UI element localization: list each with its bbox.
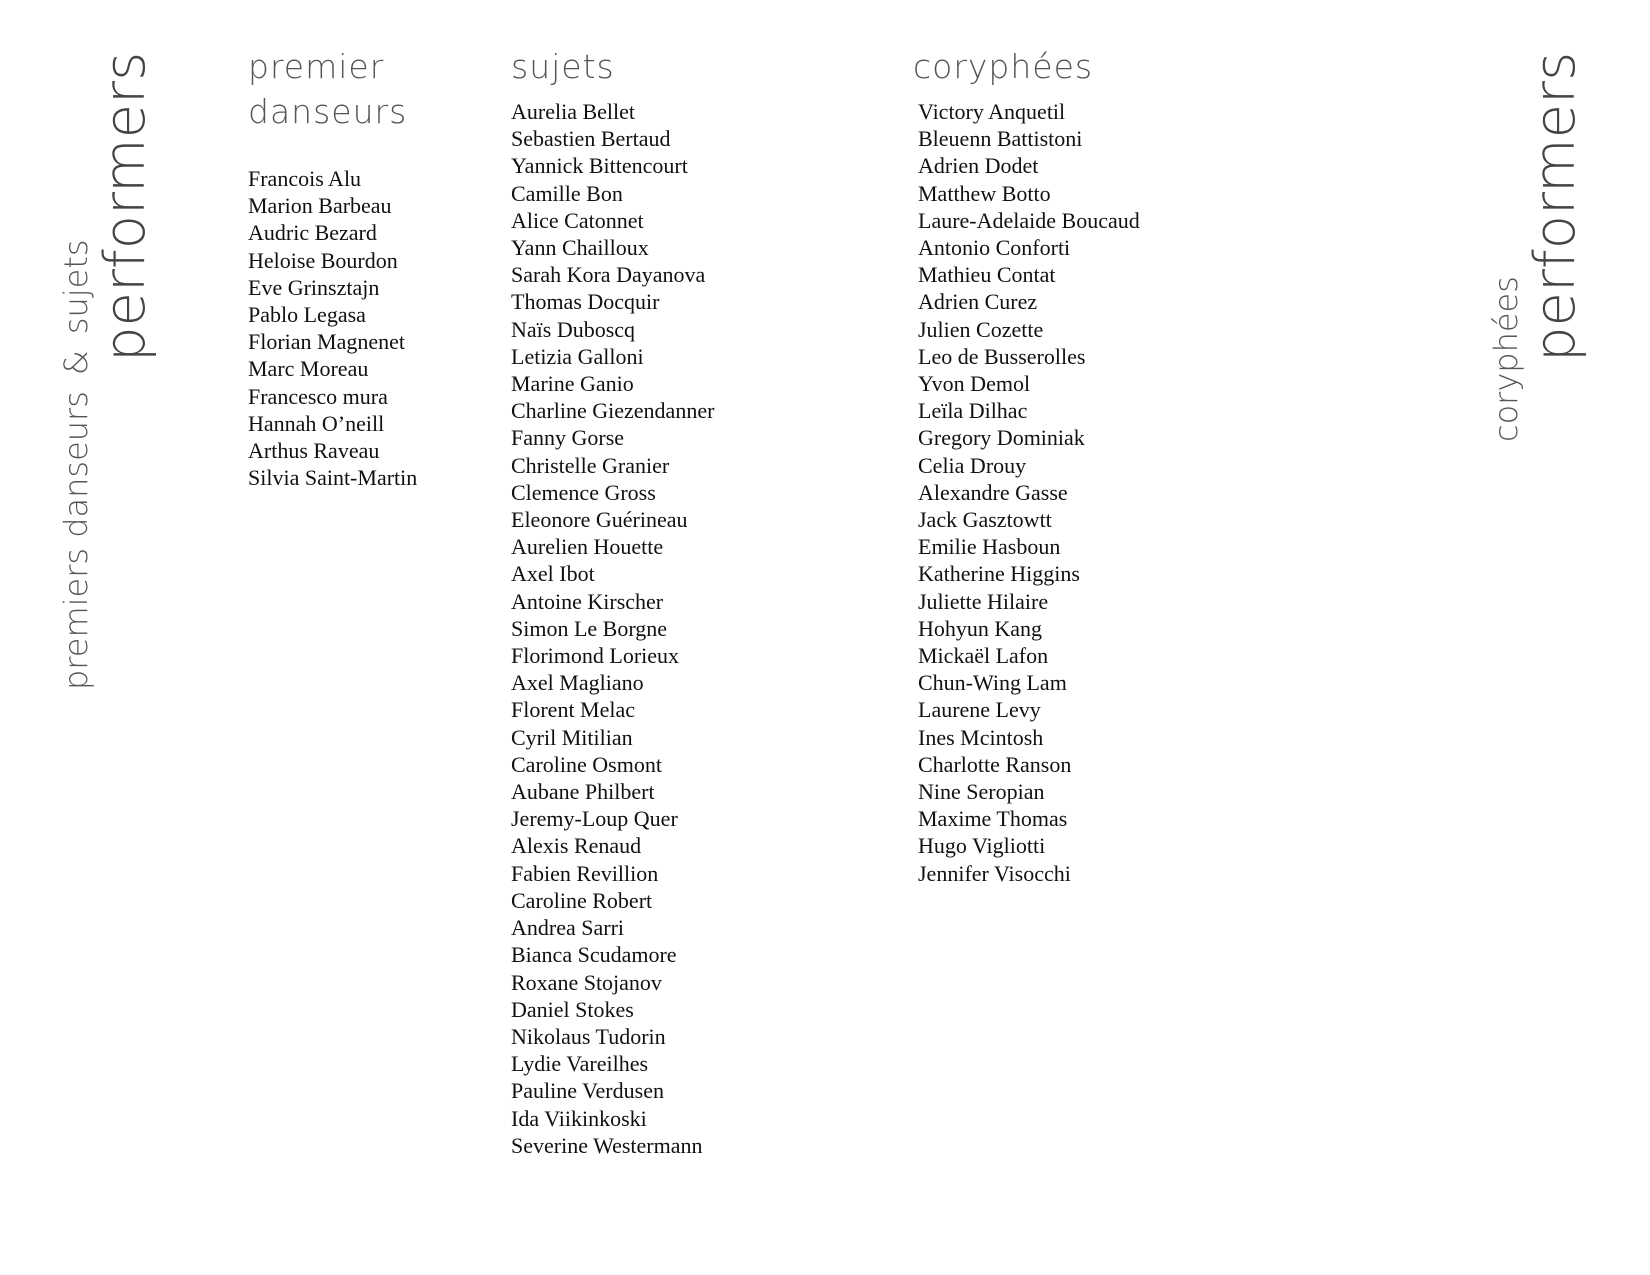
performer-name: Roxane Stojanov xyxy=(511,969,662,995)
performer-name: Jack Gasztowtt xyxy=(918,507,1052,533)
left-subtitle-premiers: premiers danseurs xyxy=(57,391,95,690)
column-heading: sujets xyxy=(511,47,615,86)
performer-name: Cyril Mitilian xyxy=(511,724,633,750)
performer-name: Alexis Renaud xyxy=(511,833,642,859)
performer-name: Axel Ibot xyxy=(511,561,595,587)
performer-name: Jennifer Visocchi xyxy=(918,860,1071,886)
performer-name: Daniel Stokes xyxy=(511,996,634,1022)
performer-name: Bianca Scudamore xyxy=(511,942,677,968)
performer-name: Alexandre Gasse xyxy=(918,479,1068,505)
left-vertical-title: performers xyxy=(93,51,158,362)
performer-name: Severine Westermann xyxy=(511,1132,703,1158)
performer-name: Heloise Bourdon xyxy=(248,247,398,273)
performer-name: Mathieu Contat xyxy=(918,262,1056,288)
performer-name: Aurelien Houette xyxy=(511,534,664,560)
performer-name: Katherine Higgins xyxy=(918,561,1080,587)
performer-name: Axel Magliano xyxy=(511,670,644,696)
performer-name: Audric Bezard xyxy=(248,220,377,246)
performer-name: Francesco mura xyxy=(248,383,388,409)
performer-name: Laure-Adelaide Boucaud xyxy=(918,207,1140,233)
right-vertical-subtitle: coryphées xyxy=(1487,276,1525,442)
performer-name: Francois Alu xyxy=(248,166,362,191)
performer-name: Emilie Hasboun xyxy=(918,534,1061,560)
names-list xyxy=(918,98,1140,887)
right-vertical-title: performers xyxy=(1523,51,1588,362)
performer-name: Chun-Wing Lam xyxy=(918,670,1067,696)
performer-name: Florian Magnenet xyxy=(248,329,406,355)
performer-name: Maxime Thomas xyxy=(918,806,1068,832)
performer-name: Alice Catonnet xyxy=(511,207,644,233)
performer-name: Gregory Dominiak xyxy=(918,425,1085,451)
performer-name: Clemence Gross xyxy=(511,479,656,505)
performer-name: Bleuenn Battistoni xyxy=(918,126,1083,152)
performer-name: Laurene Levy xyxy=(918,697,1041,723)
performer-name: Yann Chailloux xyxy=(511,235,649,261)
performer-name: Naïs Duboscq xyxy=(511,316,636,342)
left-subtitle-ampersand: & xyxy=(57,350,95,376)
performer-name: Victory Anquetil xyxy=(918,99,1066,124)
left-vertical-subtitle xyxy=(57,239,95,690)
performer-name: Mickaël Lafon xyxy=(918,643,1049,669)
performer-name: Yannick Bittencourt xyxy=(511,153,688,179)
performer-name: Camille Bon xyxy=(511,180,623,206)
performer-name: Silvia Saint-Martin xyxy=(248,465,418,491)
performer-name: Pauline Verdusen xyxy=(511,1078,664,1104)
performer-name: Ines Mcintosh xyxy=(918,724,1044,750)
performer-name: Pablo Legasa xyxy=(248,302,366,328)
performer-name: Letizia Galloni xyxy=(511,343,644,369)
performer-name: Florent Melac xyxy=(511,697,636,723)
performer-name: Yvon Demol xyxy=(918,371,1031,397)
performer-name: Caroline Robert xyxy=(511,887,653,913)
performer-name: Andrea Sarri xyxy=(511,915,625,941)
performer-name: Thomas Docquir xyxy=(511,289,660,315)
performer-name: Florimond Lorieux xyxy=(511,643,680,669)
performer-name: Hannah O’neill xyxy=(248,410,385,436)
names-list xyxy=(511,98,714,1159)
performer-name: Aubane Philbert xyxy=(511,779,655,805)
performer-name: Ida Viikinkoski xyxy=(511,1105,647,1131)
performer-name: Christelle Granier xyxy=(511,452,670,478)
performer-name: Marine Ganio xyxy=(511,371,634,397)
performer-name: Leïla Dilhac xyxy=(918,398,1028,424)
names-list xyxy=(248,165,417,491)
performer-name: Marion Barbeau xyxy=(248,193,392,219)
performer-name: Fabien Revillion xyxy=(511,860,659,886)
performer-name: Antoine Kirscher xyxy=(511,588,664,614)
performer-name: Leo de Busserolles xyxy=(918,343,1086,369)
performer-name: Eleonore Guérineau xyxy=(511,507,688,533)
performer-name: Eve Grinsztajn xyxy=(248,274,380,300)
performer-name: Simon Le Borgne xyxy=(511,615,668,641)
performer-name: Jeremy-Loup Quer xyxy=(511,806,678,832)
performer-name: Nine Seropian xyxy=(918,779,1045,805)
performer-name: Sarah Kora Dayanova xyxy=(511,262,706,288)
column-heading: coryphées xyxy=(913,47,1094,86)
performer-name: Sebastien Bertaud xyxy=(511,126,671,152)
column-heading: premier danseurs xyxy=(248,47,408,131)
performer-name: Adrien Curez xyxy=(918,289,1038,315)
left-subtitle-sujets: sujets xyxy=(57,239,95,335)
performer-name: Celia Drouy xyxy=(918,452,1027,478)
performer-name: Caroline Osmont xyxy=(511,751,662,777)
performer-name: Arthus Raveau xyxy=(248,438,380,464)
performer-name: Nikolaus Tudorin xyxy=(511,1023,666,1049)
column-coryphees xyxy=(913,44,1140,887)
column-sujets xyxy=(511,44,714,1159)
performer-name: Adrien Dodet xyxy=(918,153,1039,179)
performer-name: Antonio Conforti xyxy=(918,235,1071,261)
performer-name: Fanny Gorse xyxy=(511,425,625,451)
performer-name: Hohyun Kang xyxy=(918,615,1043,641)
performer-name: Marc Moreau xyxy=(248,356,369,382)
performer-name: Charlotte Ranson xyxy=(918,751,1072,777)
performer-name: Lydie Vareilhes xyxy=(511,1051,649,1077)
performer-name: Juliette Hilaire xyxy=(918,588,1049,614)
performer-name: Hugo Vigliotti xyxy=(918,833,1046,859)
performer-name: Aurelia Bellet xyxy=(511,99,636,124)
performer-name: Matthew Botto xyxy=(918,180,1051,206)
column-premier-danseurs xyxy=(248,44,417,491)
performer-name: Julien Cozette xyxy=(918,316,1044,342)
performer-name: Charline Giezendanner xyxy=(511,398,715,424)
